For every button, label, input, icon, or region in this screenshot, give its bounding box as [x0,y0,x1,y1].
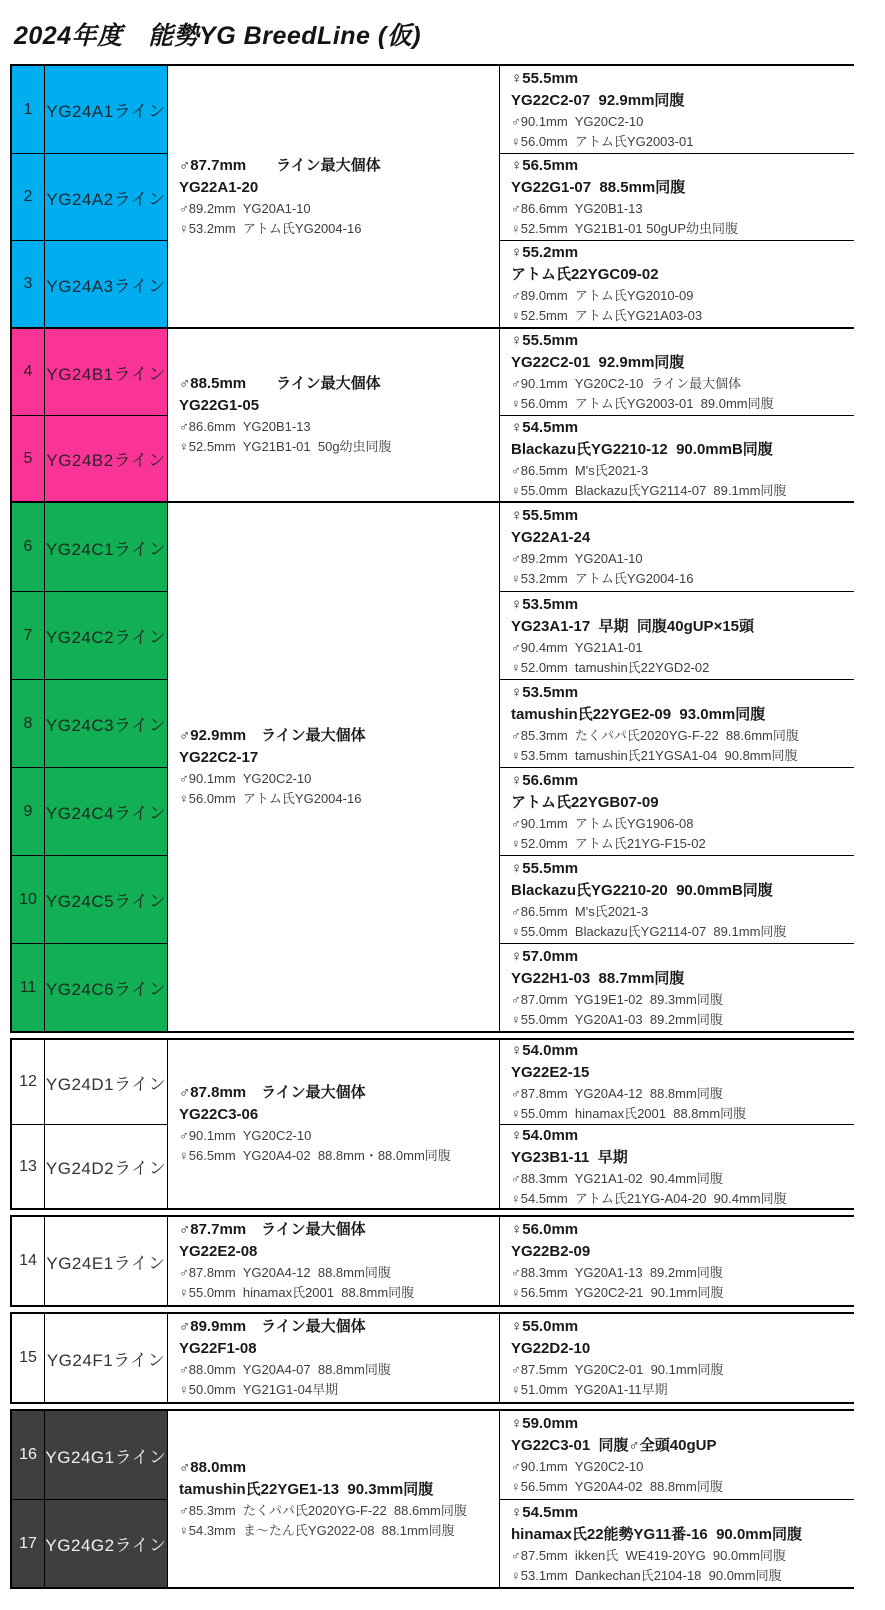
dam-bold-line: ♀55.5mm [511,859,579,877]
sire-detail-line: ♂89.2mm YG20A1-10 [179,200,311,216]
sire-detail-line: ♀56.0mm アトム氏YG2004-16 [179,791,362,806]
line-name-2: YG24A2ライン [44,153,167,240]
dam-info-11 [499,943,854,1031]
row-number-17: 17 [12,1499,44,1587]
dam-bold-line: YG22A1-24 [511,529,591,546]
dam-detail-line: ♀56.5mm YG20A4-02 88.8mm同腹 [511,1479,723,1494]
dam-detail-line: ♂86.6mm YG20B1-13 [511,201,643,216]
dam-bold-line: ♀55.2mm [511,244,579,261]
dam-bold-line: ♀53.5mm [511,683,579,701]
sire-bold-line: YG22C2-17 [179,749,259,766]
sire-info-group-C [167,503,499,1031]
dam-detail-line: ♂89.0mm アトム氏YG2010-09 [511,288,694,303]
dam-bold-line: YG22D2-10 [511,1340,591,1357]
row-number-8: 8 [12,679,44,767]
dam-info-10 [499,855,854,943]
dam-info-7 [499,591,854,679]
dam-bold-line: アトム氏22YGC09-02 [511,266,659,283]
row-number-2: 2 [12,153,44,240]
row-number-14: 14 [12,1217,44,1305]
row-number-10: 10 [12,855,44,943]
dam-info-8 [499,679,854,767]
line-name-7: YG24C2ライン [44,591,167,679]
dam-info-13 [499,1124,854,1208]
dam-info-9 [499,767,854,855]
dam-info-14 [499,1217,854,1305]
sire-detail-line: ♀56.5mm YG20A4-02 88.8mm・88.0mm同腹 [179,1148,451,1163]
line-name-13: YG24D2ライン [44,1124,167,1208]
dam-detail-line: ♂90.1mm YG20C2-10 [511,1459,644,1474]
dam-bold-line: ♀55.5mm [511,69,579,87]
sire-detail-line: ♀53.2mm アトム氏YG2004-16 [179,220,362,236]
dam-detail-line: ♀53.5mm tamushin氏21YGSA1-04 90.8mm同腹 [511,747,798,763]
dam-bold-line: YG22H1-03 88.7mm同腹 [511,969,685,987]
row-number-9: 9 [12,767,44,855]
sire-bold-line: YG22A1-20 [179,178,259,196]
dam-bold-line: ♀54.5mm [511,1503,579,1521]
sire-detail-line: ♂88.0mm YG20A4-07 88.8mm同腹 [179,1362,391,1377]
dam-detail-line: ♂86.5mm M's氏2021-3 [511,462,649,478]
sire-bold-line: ♂89.9mm ライン最大個体 [179,1318,366,1335]
dam-info-5 [499,415,854,501]
sire-bold-line: ♂87.7mm ライン最大個体 [179,156,381,174]
row-number-12: 12 [12,1040,44,1124]
line-group-C [10,501,854,1033]
dam-detail-line: ♀55.0mm Blackazu氏YG2114-07 89.1mm同腹 [511,482,787,498]
dam-bold-line: ♀56.0mm [511,1221,579,1238]
dam-bold-line: ♀55.0mm [511,1318,579,1335]
dam-info-2 [499,153,854,240]
dam-detail-line: ♂87.8mm YG20A4-12 88.8mm同腹 [511,1086,723,1101]
sire-bold-line: YG22G1-05 [179,397,260,414]
row-number-16: 16 [12,1411,44,1499]
line-group-B [10,327,854,503]
dam-bold-line: YG23A1-17 早期 同腹40gUP×15頭 [511,617,755,635]
sire-info-group-F [167,1314,499,1402]
line-name-9: YG24C4ライン [44,767,167,855]
sire-detail-line: ♀50.0mm YG21G1-04早期 [179,1382,339,1397]
dam-detail-line: ♂87.5mm ikken氏 WE419-20YG 90.0mm同腹 [511,1547,786,1563]
row-number-11: 11 [12,943,44,1031]
sire-detail-line: ♂90.1mm YG20C2-10 [179,1128,312,1143]
dam-detail-line: ♀54.5mm アトム氏21YG-A04-20 90.4mm同腹 [511,1190,787,1206]
sire-info-group-D [167,1040,499,1208]
dam-bold-line: ♀53.5mm [511,595,579,613]
dam-detail-line: ♀56.0mm アトム氏YG2003-01 [511,133,694,149]
dam-detail-line: ♀55.0mm YG20A1-03 89.2mm同腹 [511,1011,723,1027]
dam-bold-line: Blackazu氏YG2210-20 90.0mmB同腹 [511,881,773,899]
sire-detail-line: ♂90.1mm YG20C2-10 [179,771,312,786]
dam-info-17 [499,1499,854,1587]
dam-bold-line: tamushin氏22YGE2-09 93.0mm同腹 [511,705,766,723]
breedline-table [10,64,854,1605]
row-number-13: 13 [12,1124,44,1208]
dam-bold-line: ♀55.5mm [511,507,579,524]
dam-bold-line: ♀55.5mm [511,332,579,349]
line-name-12: YG24D1ライン [44,1040,167,1124]
dam-info-15 [499,1314,854,1402]
line-group-G [10,1409,854,1589]
line-group-A [10,64,854,329]
sire-bold-line: YG22C3-06 [179,1106,259,1123]
dam-detail-line: ♂90.1mm YG20C2-10 [511,113,644,129]
dam-bold-line: YG22E2-15 [511,1064,590,1081]
sire-bold-line: ♂87.7mm ライン最大個体 [179,1221,366,1238]
dam-bold-line: ♀59.0mm [511,1415,579,1432]
row-number-6: 6 [12,503,44,591]
dam-bold-line: YG22G1-07 88.5mm同腹 [511,179,686,196]
dam-detail-line: ♀55.0mm hinamax氏2001 88.8mm同腹 [511,1106,747,1121]
dam-bold-line: ♀56.5mm [511,157,579,174]
dam-bold-line: ♀57.0mm [511,947,579,965]
dam-detail-line: ♀52.0mm アトム氏21YG-F15-02 [511,835,706,851]
dam-info-6 [499,503,854,591]
dam-detail-line: ♂90.1mm アトム氏YG1906-08 [511,815,694,831]
row-number-5: 5 [12,415,44,501]
dam-detail-line: ♀53.1mm Dankechan氏2104-18 90.0mm同腹 [511,1567,782,1583]
sire-info-group-A [167,66,499,327]
line-group-E [10,1215,854,1307]
sire-bold-line: YG22F1-08 [179,1340,257,1357]
line-name-5: YG24B2ライン [44,415,167,501]
sire-bold-line: ♂88.5mm ライン最大個体 [179,375,381,392]
dam-bold-line: ♀54.0mm [511,1042,579,1059]
sire-detail-line: ♂85.3mm たくパパ氏2020YG-F-22 88.6mm同腹 [179,1503,467,1518]
sire-bold-line: ♂88.0mm [179,1459,247,1476]
line-name-1: YG24A1ライン [44,66,167,153]
line-name-16: YG24G1ライン [44,1411,167,1499]
sire-info-group-G [167,1411,499,1587]
dam-bold-line: YG22C3-01 同腹♂全頭40gUP [511,1437,717,1454]
dam-bold-line: YG22C2-07 92.9mm同腹 [511,91,685,109]
dam-detail-line: ♂85.3mm たくパパ氏2020YG-F-22 88.6mm同腹 [511,727,799,743]
sire-bold-line: YG22E2-08 [179,1243,258,1260]
sire-detail-line: ♀55.0mm hinamax氏2001 88.8mm同腹 [179,1285,415,1300]
dam-detail-line: ♀56.0mm アトム氏YG2003-01 89.0mm同腹 [511,396,774,411]
sire-detail-line: ♀52.5mm YG21B1-01 50g幼虫同腹 [179,439,392,454]
row-number-3: 3 [12,240,44,327]
line-group-F [10,1312,854,1404]
sire-bold-line: tamushin氏22YGE1-13 90.3mm同腹 [179,1481,434,1498]
sire-detail-line: ♂86.6mm YG20B1-13 [179,419,311,434]
dam-detail-line: ♂88.3mm YG21A1-02 90.4mm同腹 [511,1170,723,1186]
row-number-15: 15 [12,1314,44,1402]
dam-detail-line: ♂87.5mm YG20C2-01 90.1mm同腹 [511,1362,724,1377]
dam-detail-line: ♀51.0mm YG20A1-11早期 [511,1382,668,1397]
dam-detail-line: ♀55.0mm Blackazu氏YG2114-07 89.1mm同腹 [511,923,787,939]
dam-detail-line: ♂87.0mm YG19E1-02 89.3mm同腹 [511,991,723,1007]
dam-detail-line: ♂90.1mm YG20C2-10 ライン最大個体 [511,376,742,391]
dam-bold-line: hinamax氏22能勢YG11番-16 90.0mm同腹 [511,1525,802,1543]
line-name-6: YG24C1ライン [44,503,167,591]
dam-detail-line: ♂86.5mm M's氏2021-3 [511,903,649,919]
row-number-4: 4 [12,329,44,415]
dam-detail-line: ♀52.5mm アトム氏YG21A03-03 [511,308,703,323]
sire-bold-line: ♂92.9mm ライン最大個体 [179,727,366,744]
dam-detail-line: ♀52.0mm tamushin氏22YGD2-02 [511,659,710,675]
dam-detail-line: ♀53.2mm アトム氏YG2004-16 [511,571,694,586]
dam-bold-line: YG22B2-09 [511,1243,591,1260]
line-group-D [10,1038,854,1210]
line-name-3: YG24A3ライン [44,240,167,327]
dam-bold-line: Blackazu氏YG2210-12 90.0mmB同腹 [511,440,773,458]
sire-bold-line: ♂87.8mm ライン最大個体 [179,1084,366,1101]
line-name-14: YG24E1ライン [44,1217,167,1305]
dam-info-1 [499,66,854,153]
row-number-7: 7 [12,591,44,679]
dam-bold-line: ♀54.5mm [511,418,579,436]
dam-detail-line: ♀56.5mm YG20C2-21 90.1mm同腹 [511,1285,724,1300]
line-name-4: YG24B1ライン [44,329,167,415]
line-name-8: YG24C3ライン [44,679,167,767]
dam-info-3 [499,240,854,327]
dam-bold-line: アトム氏22YGB07-09 [511,793,659,811]
row-number-1: 1 [12,66,44,153]
line-name-11: YG24C6ライン [44,943,167,1031]
page-title: 2024年度 能勢YG BreedLine (仮) [14,22,422,50]
dam-detail-line: ♂89.2mm YG20A1-10 [511,551,643,566]
sire-detail-line: ♂87.8mm YG20A4-12 88.8mm同腹 [179,1265,391,1280]
sire-info-group-E [167,1217,499,1305]
dam-detail-line: ♂88.3mm YG20A1-13 89.2mm同腹 [511,1265,723,1280]
line-name-10: YG24C5ライン [44,855,167,943]
dam-info-12 [499,1040,854,1124]
dam-info-4 [499,329,854,415]
dam-info-16 [499,1411,854,1499]
line-name-15: YG24F1ライン [44,1314,167,1402]
dam-bold-line: ♀54.0mm [511,1126,579,1144]
sire-info-group-B [167,329,499,501]
dam-bold-line: YG23B1-11 早期 [511,1148,628,1166]
sire-detail-line: ♀54.3mm ま〜たん氏YG2022-08 88.1mm同腹 [179,1523,455,1538]
dam-bold-line: ♀56.6mm [511,771,579,789]
dam-bold-line: YG22C2-01 92.9mm同腹 [511,354,685,371]
dam-detail-line: ♂90.4mm YG21A1-01 [511,639,643,655]
dam-detail-line: ♀52.5mm YG21B1-01 50gUP幼虫同腹 [511,221,738,236]
line-name-17: YG24G2ライン [44,1499,167,1587]
